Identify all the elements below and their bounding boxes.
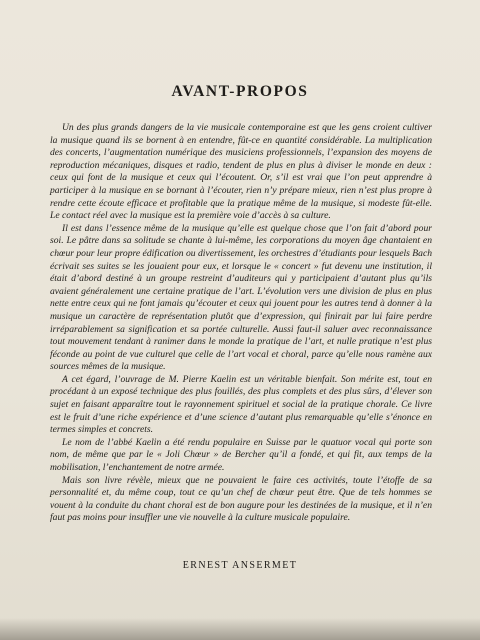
body-text [50,122,432,525]
author-signature: ERNEST ANSERMET [182,560,298,571]
paragraph-4: Le nom de l’abbé Kaelin a été rendu populaire en Suisse par le quatuor vocal qui porte son nom, de même que par le « Joli Chœur » de Bercher qu’il a fondé, et qui fit, aux temps de la mobilisation, l’enchantement de notre armée. [50,436,432,474]
page-bottom-shadow [0,618,480,640]
paragraph-3: A cet égard, l’ouvrage de M. Pierre Kaelin est un véritable bienfait. Son mérite est, tout en procédant à un exposé technique des plus fouillés, des plus complets et des plus sûrs, d’élever son sujet en faisant apparaître tout le rayonnement spirituel et social de la pratique chorale. Ce livre est le fruit d’une riche expérience et d’une science d’autant plus remarquable qu’elle s’énonce en termes simples et concrets. [50,373,432,436]
paragraph-2: Il est dans l’essence même de la musique qu’elle est quelque chose que l’on fait d’abord pour soi. Le pâtre dans sa solitude se chante à lui-même, les corporations du moyen âge chantaient en chœur pour leur propre édification ou divertissement, les orchestres d’étudiants pour lesquels Bach écrivait ses suites se les jouaient pour eux, et lorsque le « concert » fut devenu une institution, il était d’abord destiné à un groupe restreint d’auditeurs qui y participaient d’autant plus qu’ils avaient généralement une certaine pratique de l’art. L’évolution vers une division de plus en plus nette entre ceux qui ne font jamais qu’écouter et ceux qui jouent pour les autres tend à donner à la musique un caractère de représentation plutôt que d’expression, qui finirait par lui faire perdre irréparablement sa signification et sa portée culturelle. Aussi faut-il saluer avec reconnaissance tout mouvement tendant à ranimer dans le monde la pratique de l’art, et nulle pratique n’est plus féconde au point de vue culturel que celle de l’art vocal et choral, parce qu’elle nous ramène aux sources mêmes de la musique. [50,222,433,373]
paragraph-1: Un des plus grands dangers de la vie musicale contemporaine est que les gens croient cultiver la musique quand ils se bornent à en entendre, fût-ce en quantité considérable. La multiplication des concerts, l’augmentation numérique des musiciens professionnels, l’expansion des moyens de reproduction mécaniques, disques et radio, tendent de plus en plus à diviser le monde en deux : ceux qui font de la musique et ceux qui l’écoutent. Or, s’il est vrai que l’on peut apprendre à participer à la musique en se bornant à l’écouter, rien n’y prépare mieux, rien n’est plus propre à rendre cette écoute efficace et profitable que la pratique même de la musique, si modeste fût-elle. Le contact réel avec la musique est la première voie d’accès à sa culture. [50,122,432,222]
paragraph-5: Mais son livre révèle, mieux que ne pouvaient le faire ces activités, toute l’étoffe de sa personnalité et, du même coup, tout ce qu’un chef de chœur peut être. Que de tels hommes se vouent à la conduite du chant choral est de bon augure pour les destinées de la musique, et il n’en faut pas moins pour insuffler une vie nouvelle à la culture musicale populaire. [50,474,432,524]
page-title: AVANT-PROPOS [171,83,309,100]
